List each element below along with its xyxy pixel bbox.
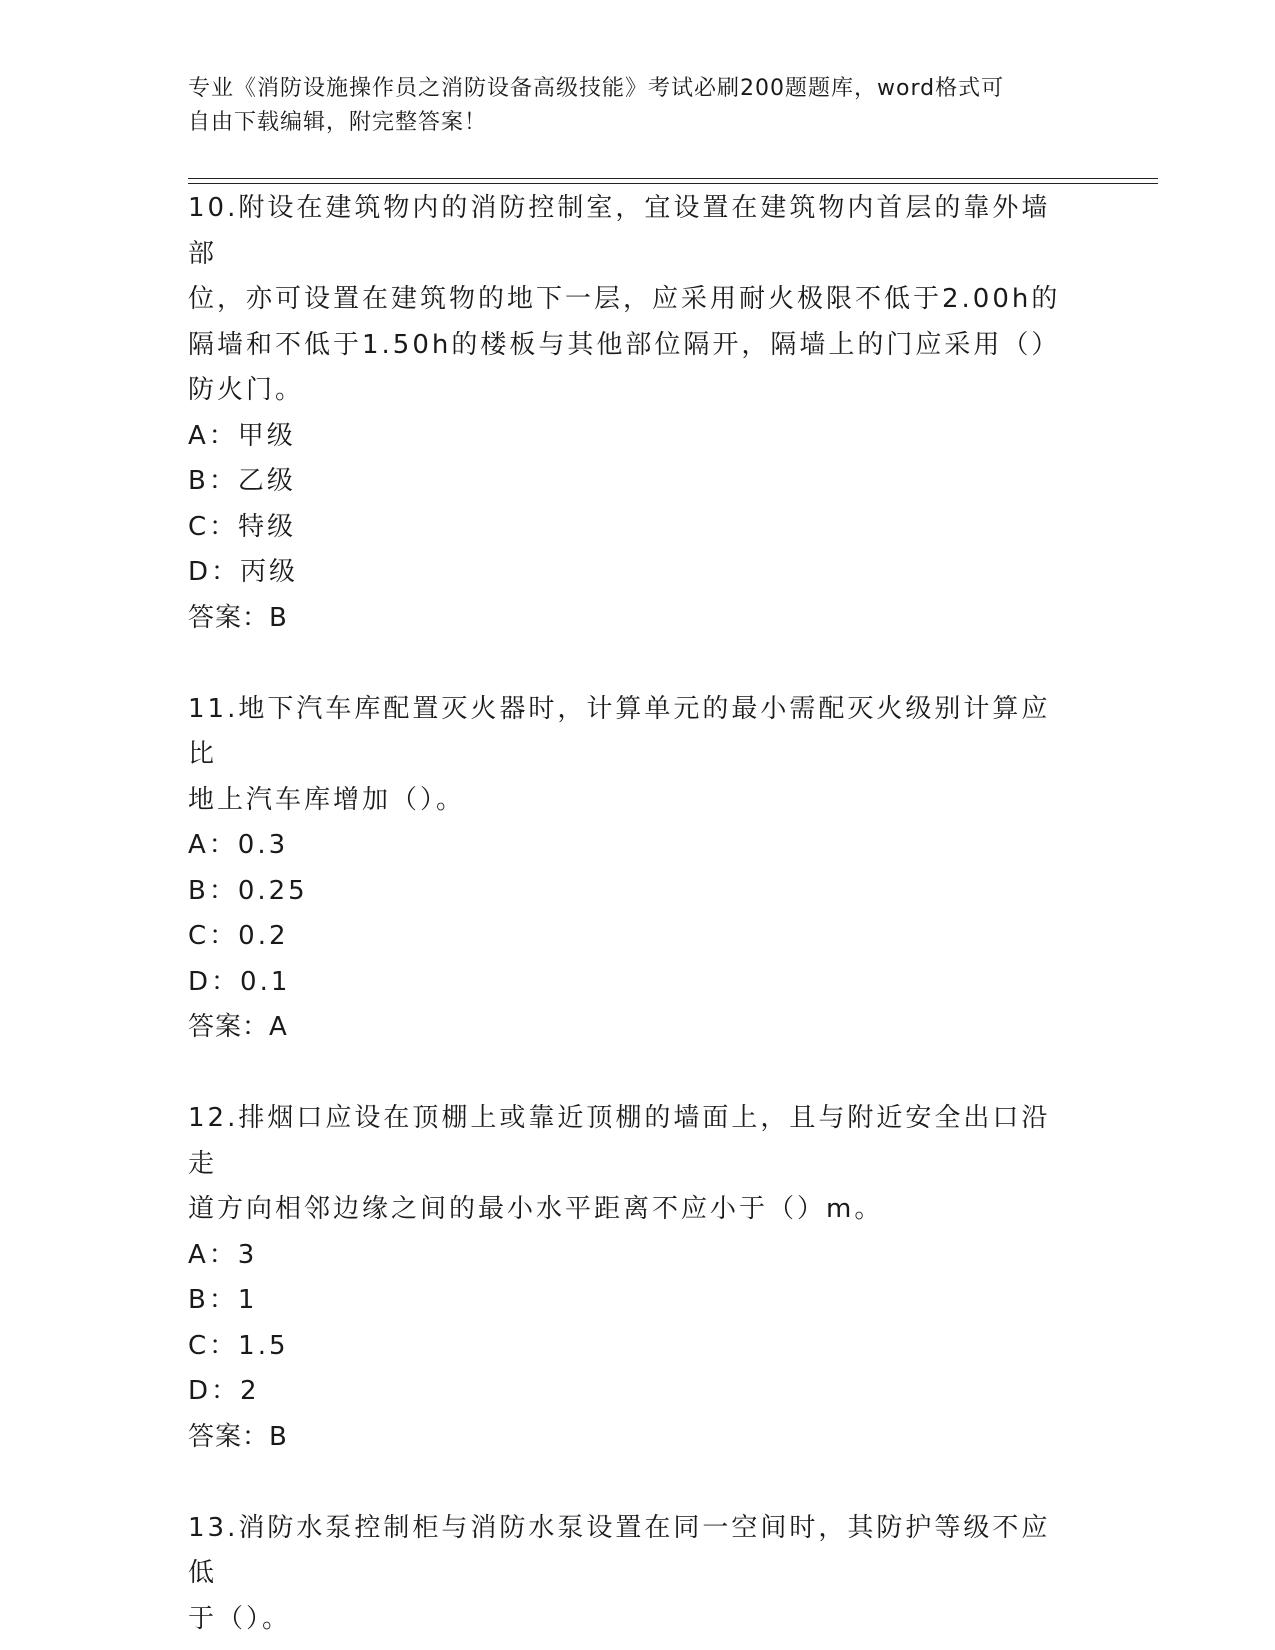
option-b: B：乙级 bbox=[188, 466, 296, 496]
question-list bbox=[188, 186, 1068, 1642]
spacer bbox=[188, 1460, 1068, 1506]
option-a: A：甲级 bbox=[188, 420, 296, 451]
option-c: C：特级 bbox=[188, 511, 297, 542]
question-text-line: 11.地下汽车库配置灭火器时，计算单元的最小需配灭火级别计算应比 bbox=[188, 693, 1051, 769]
question-10 bbox=[188, 186, 1068, 641]
option-d: D：0.1 bbox=[188, 966, 291, 997]
question-12 bbox=[188, 1096, 1068, 1460]
question-text-line: 道方向相邻边缘之间的最小水平距离不应小于（）m。 bbox=[188, 1194, 884, 1224]
question-text-line: 地上汽车库增加（）。 bbox=[188, 784, 466, 815]
question-text-line: 隔墙和不低于1.50h的楼板与其他部位隔开，隔墙上的门应采用（） bbox=[188, 329, 1061, 360]
header-divider bbox=[188, 178, 1158, 184]
question-text-line: 10.附设在建筑物内的消防控制室，宜设置在建筑物内首层的靠外墙部 bbox=[188, 193, 1051, 269]
answer: 答案：B bbox=[188, 602, 288, 633]
header-line-1: 专业《消防设施操作员之消防设备高级技能》考试必刷200题题库，word格式可 bbox=[188, 76, 1005, 101]
option-d: D：丙级 bbox=[188, 557, 299, 587]
header-line-2: 自由下载编辑，附完整答案！ bbox=[188, 110, 488, 135]
question-11 bbox=[188, 687, 1068, 1051]
question-text-line: 于（）。 bbox=[188, 1603, 292, 1634]
document-header bbox=[188, 72, 1068, 140]
option-a: A：0.3 bbox=[188, 830, 289, 860]
spacer bbox=[188, 641, 1068, 687]
question-13 bbox=[188, 1506, 1068, 1643]
option-b: B：1 bbox=[188, 1285, 258, 1315]
answer: 答案：B bbox=[188, 1421, 288, 1452]
option-b: B：0.25 bbox=[188, 875, 308, 906]
spacer bbox=[188, 1051, 1068, 1097]
option-d: D：2 bbox=[188, 1376, 260, 1406]
question-text-line: 防火门。 bbox=[188, 375, 305, 405]
answer: 答案：A bbox=[188, 1012, 288, 1042]
option-c: C：0.2 bbox=[188, 921, 289, 951]
question-text-line: 12.排烟口应设在顶棚上或靠近顶棚的墙面上，且与附近安全出口沿走 bbox=[188, 1103, 1051, 1179]
question-text-line: 13.消防水泵控制柜与消防水泵设置在同一空间时，其防护等级不应低 bbox=[188, 1512, 1051, 1588]
option-c: C：1.5 bbox=[188, 1330, 289, 1361]
option-a: A：3 bbox=[188, 1239, 258, 1270]
question-text-line: 位，亦可设置在建筑物的地下一层，应采用耐火极限不低于2.00h的 bbox=[188, 284, 1061, 314]
